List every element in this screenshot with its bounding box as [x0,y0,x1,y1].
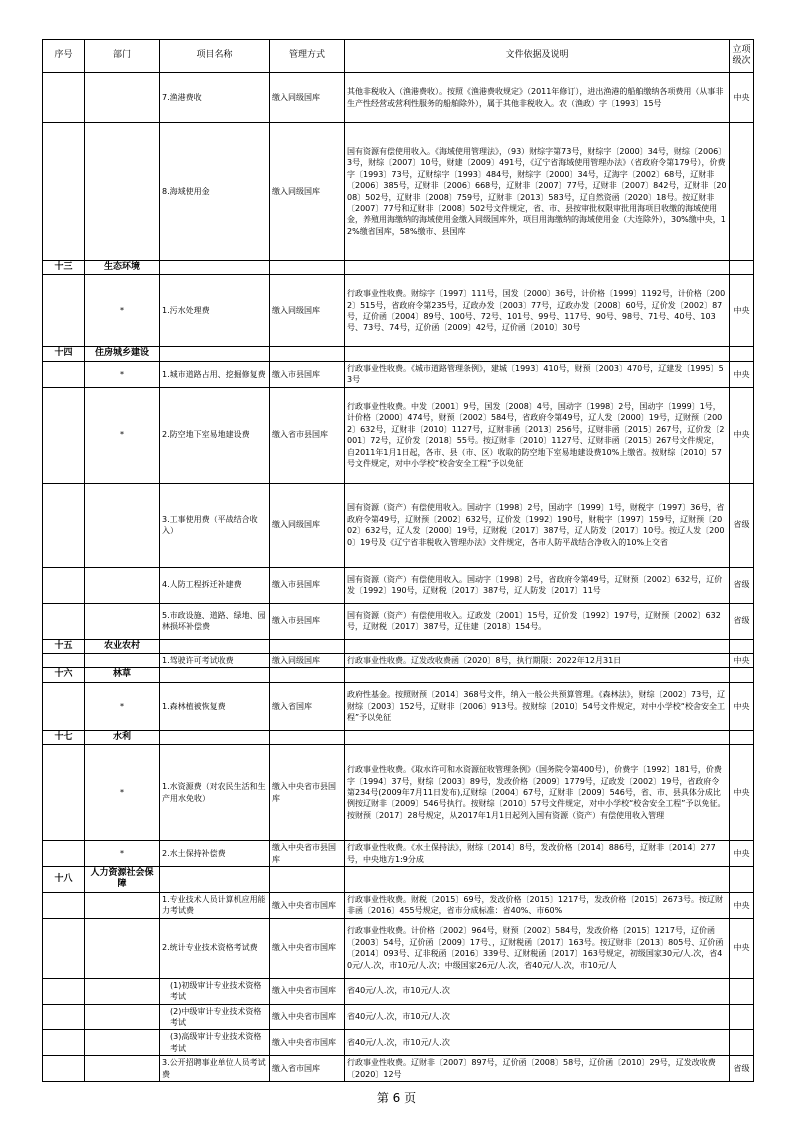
table-row [43,841,754,867]
empty-cell [730,347,754,361]
empty-cell [730,261,754,275]
project-name: 5.市政设施、道路、绿地、园林损坏补偿费 [160,603,270,639]
section-row [43,347,754,361]
project-name: (3)高级审计专业技术资格考试 [160,1030,270,1056]
approval-level [730,978,754,1004]
empty-cell [345,730,730,744]
empty-cell [270,639,345,653]
row-mark [85,603,160,639]
project-name: 1.专业技术人员计算机应用能力考试费 [160,892,270,918]
section-number: 十七 [43,730,85,744]
section-number: 十八 [43,867,85,893]
table-row [43,1004,754,1030]
col-header-no: 序号 [43,40,85,73]
table-row [43,123,754,261]
approval-level [730,1004,754,1030]
table-row [43,387,754,483]
management-method: 缴入省市县国库 [270,387,345,483]
document-basis: 省40元/人.次，市10元/人.次 [345,1030,730,1056]
table-row [43,483,754,567]
project-name: 3.工事使用费（平战结合收入） [160,483,270,567]
project-name: 8.海域使用金 [160,123,270,261]
project-name: (2)中级审计专业技术资格考试 [160,1004,270,1030]
row-mark: * [85,361,160,387]
approval-level: 省级 [730,483,754,567]
document-basis: 行政事业性收费。《取水许可和水资源征收管理条例》（国务院令第400号），价费字〔1992〕181号，价费字〔1994〕37号，财综〔2003〕89号，发改价格〔2009〕1779号，辽政发〔2002〕19号，省政府令第234号(2009年7月11日发布),辽财综〔2004〕67号，辽财非〔2009〕546号，省、市、县具体分成比例按辽财非〔2009〕546号执行。按财综〔2010〕57号文件规定，对中小学校“校舍安全工程”予以免征。按财预〔2017〕28号规定，从2017年1月1日起列入国有资源（资产）有偿使用收入管理 [345,745,730,841]
section-department: 住房城乡建设 [85,347,160,361]
empty-cell [270,730,345,744]
management-method: 缴入省市国库 [270,1056,345,1082]
management-method: 缴入中央省市国库 [270,1004,345,1030]
project-name: 3.公开招聘事业单位人员考试费 [160,1056,270,1082]
management-method: 缴入中央省市国库 [270,918,345,978]
management-method: 缴入中央省市国库 [270,892,345,918]
row-mark: * [85,682,160,730]
empty-cell [160,261,270,275]
management-method: 缴入市县国库 [270,361,345,387]
section-number: 十四 [43,347,85,361]
table-row [43,918,754,978]
row-mark [85,73,160,123]
approval-level: 中央 [730,73,754,123]
empty-cell [345,867,730,893]
row-number [43,682,85,730]
project-name: 4.人防工程拆迁补建费 [160,567,270,603]
row-number [43,1030,85,1056]
project-name: 1.森林植被恢复费 [160,682,270,730]
empty-cell [345,639,730,653]
row-number [43,841,85,867]
table-header-row [43,40,754,73]
empty-cell [270,261,345,275]
approval-level: 中央 [730,918,754,978]
row-number [43,567,85,603]
section-department: 水利 [85,730,160,744]
row-mark [85,1030,160,1056]
management-method: 缴入省国库 [270,682,345,730]
document-basis: 行政事业性收费。财综字〔1997〕111号，国发〔2000〕36号，计价格〔1999〕1192号，计价格〔2002〕515号，省政府令第235号，辽政办发〔2003〕77号，辽政办发〔2008〕60号，辽价发〔2002〕87号，辽价函〔2004〕89号、100号、72号、101号、99号、117号、90号、98号、71号、40号、103号、73号、74号，辽价函〔2009〕42号，辽价函〔2010〕30号 [345,275,730,347]
empty-cell [730,639,754,653]
row-mark [85,483,160,567]
row-number [43,123,85,261]
row-mark [85,654,160,668]
management-method: 缴入中央省市国库 [270,1030,345,1056]
table-row [43,745,754,841]
row-mark: * [85,275,160,347]
project-name: 2.水土保持补偿费 [160,841,270,867]
approval-level: 中央 [730,361,754,387]
table-row [43,361,754,387]
fee-table [42,39,754,1082]
project-name: 2.统计专业技术资格考试费 [160,918,270,978]
approval-level: 中央 [730,654,754,668]
page-number: 第 6 页 [376,1091,417,1105]
document-basis: 省40元/人.次，市10元/人.次 [345,978,730,1004]
approval-level: 省级 [730,1056,754,1082]
row-number [43,275,85,347]
row-mark [85,567,160,603]
empty-cell [270,347,345,361]
approval-level: 中央 [730,841,754,867]
row-number [43,1004,85,1030]
empty-cell [345,668,730,682]
section-department: 林草 [85,668,160,682]
section-number: 十三 [43,261,85,275]
section-number: 十六 [43,668,85,682]
row-number [43,1056,85,1082]
document-basis: 行政事业性收费。《水土保持法》，财综〔2014〕8号，发改价格〔2014〕886号，辽财非〔2014〕277号，中央地方1:9分成 [345,841,730,867]
management-method: 缴入同级国库 [270,123,345,261]
section-department: 生态环境 [85,261,160,275]
project-name: 1.城市道路占用、挖掘修复费 [160,361,270,387]
document-basis: 行政事业性收费。辽发改收费函〔2020〕8号，执行期限：2022年12月31日 [345,654,730,668]
document-basis: 政府性基金。按照财预〔2014〕368号文件，纳入一般公共预算管理。《森林法》，财综〔2002〕73号，辽财综〔2003〕152号，辽财非〔2006〕913号。按财综〔2010〕54号文件规定，对中小学校“校舍安全工程”予以免征 [345,682,730,730]
management-method: 缴入中央省市县国库 [270,841,345,867]
section-row [43,867,754,893]
table-row [43,978,754,1004]
management-method: 缴入市县国库 [270,603,345,639]
empty-cell [270,867,345,893]
col-header-level: 立项级次 [730,40,754,73]
row-mark [85,1056,160,1082]
document-basis: 行政事业性收费。中发〔2001〕9号，国发〔2008〕4号，国动字〔1998〕2号，国动字〔1999〕1号，计价格〔2000〕474号，财预〔2002〕584号，省政府令第49号，辽人发〔2000〕19号，辽财预〔2002〕632号，辽财非〔2010〕1127号，辽财非函〔2013〕256号，辽财非函〔2015〕267号，辽价发〔2001〕72号，辽价发〔2018〕55号。按辽财非〔2010〕1127号、辽财非函〔2015〕267号文件规定，自2011年1月1日起，各市、县（市、区）收取的防空地下室易地建设费10%上缴省。按财综〔2010〕57号文件规定，对中小学校“校舍安全工程”予以免征 [345,387,730,483]
table-row [43,275,754,347]
approval-level: 省级 [730,567,754,603]
table-row [43,682,754,730]
section-department: 农业农村 [85,639,160,653]
management-method: 缴入同级国库 [270,654,345,668]
approval-level: 省级 [730,603,754,639]
row-number [43,918,85,978]
row-number [43,978,85,1004]
col-header-dept: 部门 [85,40,160,73]
project-name: 7.渔港费收 [160,73,270,123]
row-number [43,387,85,483]
section-row [43,261,754,275]
empty-cell [345,347,730,361]
row-number [43,654,85,668]
empty-cell [160,347,270,361]
approval-level: 中央 [730,745,754,841]
empty-cell [730,730,754,744]
empty-cell [160,730,270,744]
section-row [43,639,754,653]
management-method: 缴入同级国库 [270,483,345,567]
table-row [43,73,754,123]
document-basis: 行政事业性收费。《城市道路管理条例》，建城〔1993〕410号，财预〔2003〕470号，辽建发〔1995〕53号 [345,361,730,387]
approval-level: 中央 [730,682,754,730]
table-row [43,603,754,639]
col-header-management: 管理方式 [270,40,345,73]
empty-cell [160,639,270,653]
project-name: 2.防空地下室易地建设费 [160,387,270,483]
section-number: 十五 [43,639,85,653]
row-number [43,361,85,387]
row-number [43,483,85,567]
approval-level [730,1030,754,1056]
document-basis: 行政事业性收费。辽财非〔2007〕897号，辽价函〔2008〕58号，辽价函〔2010〕29号，辽发改收费〔2020〕12号 [345,1056,730,1082]
document-basis: 国有资源（资产）有偿使用收入。国动字〔1998〕2号，省政府令第49号，辽财预〔2002〕632号，辽价发〔1992〕190号，辽财税〔2017〕387号，辽人防发〔2017〕11号 [345,567,730,603]
empty-cell [270,668,345,682]
row-number [43,892,85,918]
table-row [43,567,754,603]
row-mark: * [85,745,160,841]
empty-cell [730,867,754,893]
table-row [43,654,754,668]
project-name: (1)初级审计专业技术资格考试 [160,978,270,1004]
document-basis: 国有资源（资产）有偿使用收入。辽政发〔2001〕15号，辽价发〔1992〕197号，辽财预〔2002〕632号，辽财税〔2017〕387号，辽住建〔2018〕154号。 [345,603,730,639]
document-basis: 行政事业性收费。计价格〔2002〕964号，财预〔2002〕584号，发改价格〔2015〕1217号，辽价函〔2003〕54号，辽价函〔2009〕17号、，辽财税函〔2017〕163号。按辽财非〔2013〕805号、辽价函〔2014〕093号、辽非税函〔2016〕339号、辽财税函〔2017〕163号规定，初级国家30元/人.次，省40元/人.次，市10元/人.次；中级国家26元/人.次，省40元/人.次，市10元/人 [345,918,730,978]
table-row [43,892,754,918]
row-mark [85,978,160,1004]
project-name: 1.水资源费（对农民生活和生产用水免收） [160,745,270,841]
table-row [43,1056,754,1082]
approval-level [730,123,754,261]
section-department: 人力资源社会保障 [85,867,160,893]
row-mark: * [85,841,160,867]
document-basis: 国有资源（资产）有偿使用收入。国动字〔1998〕2号，国动字〔1999〕1号，财税字〔1997〕36号，省政府令第49号，辽财预〔2002〕632号，辽价发〔1992〕190号，财税字〔1997〕159号，辽财预〔2002〕632号，辽人发〔2000〕19号，辽财税〔2017〕387号，辽人防发〔2017〕10号。按辽人发〔2000〕19号及《辽宁省非税收入管理办法》文件规定，各市人防平战结合净收入的10%上交省 [345,483,730,567]
col-header-basis: 文件依据及说明 [345,40,730,73]
management-method: 缴入同级国库 [270,275,345,347]
document-basis: 行政事业性收费。财税〔2015〕69号，发改价格〔2015〕1217号，发改价格〔2015〕2673号。按辽财非函〔2016〕455号规定，省市分成标准：省40%、市60% [345,892,730,918]
section-row [43,730,754,744]
row-mark: * [85,387,160,483]
empty-cell [345,261,730,275]
project-name: 1.驾驶许可考试收费 [160,654,270,668]
row-mark [85,123,160,261]
section-row [43,668,754,682]
approval-level: 中央 [730,892,754,918]
management-method: 缴入同级国库 [270,73,345,123]
approval-level: 中央 [730,387,754,483]
row-number [43,603,85,639]
row-mark [85,892,160,918]
empty-cell [160,867,270,893]
row-mark [85,918,160,978]
document-basis: 其他非税收入（渔港费收）。按照《渔港费收规定》（2011年修订），进出渔港的船舶缴纳各项费用（从事非生产性经营或营利性服务的船舶除外），属于其他非税收入。农（渔政）字〔1993〕15号 [345,73,730,123]
management-method: 缴入中央省市县国库 [270,745,345,841]
row-mark [85,1004,160,1030]
management-method: 缴入中央省市国库 [270,978,345,1004]
approval-level: 中央 [730,275,754,347]
row-number [43,745,85,841]
row-number [43,73,85,123]
document-basis: 国有资源有偿使用收入。《海域使用管理法》，（93）财综字第73号，财综字〔2000〕34号，财综〔2006〕3号，财综〔2007〕10号，财建〔2009〕491号，《辽宁省海域使用管理办法》（省政府令第179号），价费字〔1993〕73号，辽财综字〔1993〕484号，财综字〔2000〕34号，辽海字〔2002〕68号，辽财非〔2006〕385号，辽财非〔2006〕668号，辽财非〔2007〕77号，辽财非〔2007〕842号，辽财非〔2008〕502号，辽财非〔2008〕759号，辽财非〔2013〕583号，辽自然资函〔2020〕18号。按辽财非〔2007〕77号和辽财非〔2008〕502号文件规定，省、市、县按审批权限审批用海项目收缴的海域使用金，养殖用海缴纳的海域使用金缴入同级国库外，项目用海缴纳的海域使用金（大连除外），30%缴中央，12%缴省国库，58%缴市、县国库 [345,123,730,261]
table-row [43,1030,754,1056]
management-method: 缴入市县国库 [270,567,345,603]
document-basis: 省40元/人.次，市10元/人.次 [345,1004,730,1030]
empty-cell [730,668,754,682]
empty-cell [160,668,270,682]
project-name: 1.污水处理费 [160,275,270,347]
col-header-project: 项目名称 [160,40,270,73]
